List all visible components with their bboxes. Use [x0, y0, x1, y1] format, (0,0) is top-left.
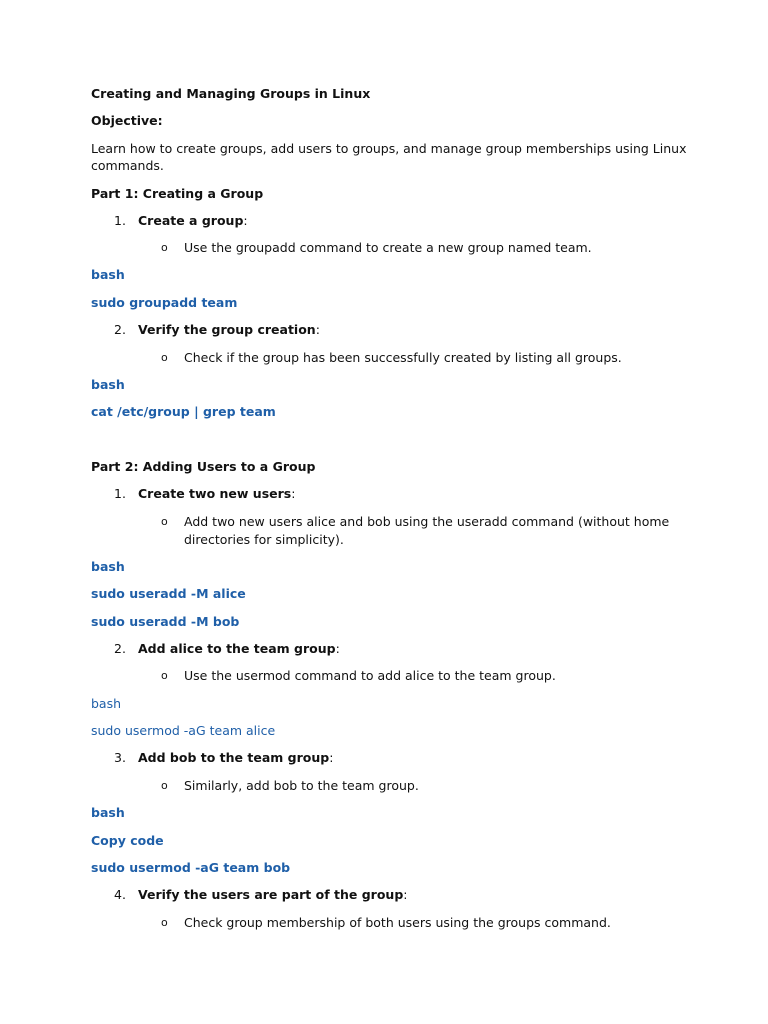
- objective-label: Objective:: [91, 113, 163, 128]
- part1-step2-colon: :: [315, 322, 320, 337]
- part1-step1-number: 1.: [114, 213, 126, 228]
- part2-step2-colon: :: [335, 641, 340, 656]
- part1-step1-colon: :: [243, 213, 248, 228]
- part2-step1-code2: sudo useradd -M bob: [91, 614, 240, 629]
- bullet-icon: o: [161, 916, 168, 929]
- part2-step1-number: 1.: [114, 486, 126, 501]
- part2-heading: Part 2: Adding Users to a Group: [91, 459, 316, 474]
- part1-step2-lang: bash: [91, 377, 125, 392]
- part2-step1-title: Create two new users: [138, 486, 292, 501]
- part2-step4-number: 4.: [114, 887, 126, 902]
- objective-text-line1: Learn how to create groups, add users to groups, and manage group memberships using Linux: [91, 141, 687, 156]
- part2-step4-title-line: [138, 886, 407, 904]
- part1-step1-title: Create a group: [138, 213, 244, 228]
- part2-step1-text-line1: Add two new users alice and bob using the useradd command (without home: [184, 514, 670, 529]
- part2-step1-text-line2: directories for simplicity).: [184, 532, 344, 547]
- objective-text-line2: commands.: [91, 158, 164, 173]
- part1-step2-title: Verify the group creation: [138, 322, 316, 337]
- part1-step1-title-line: [138, 212, 248, 230]
- part2-step2-title: Add alice to the team group: [138, 641, 336, 656]
- part2-step3-colon: :: [329, 750, 334, 765]
- part2-step1-title-line: [138, 485, 295, 503]
- part2-step2-lang: bash: [91, 696, 122, 711]
- part1-step1-text: Use the groupadd command to create a new group named team.: [184, 240, 592, 255]
- bullet-icon: o: [161, 515, 168, 528]
- bullet-icon: o: [161, 351, 168, 364]
- part2-step1-colon: :: [291, 486, 296, 501]
- part2-step2-code: sudo usermod -aG team alice: [91, 723, 276, 738]
- part2-step4-text: Check group membership of both users using the groups command.: [184, 915, 611, 930]
- part1-step2-title-line: [138, 321, 320, 339]
- part2-step2-number: 2.: [114, 641, 126, 656]
- part2-step4-title: Verify the users are part of the group: [138, 887, 404, 902]
- part2-step2-title-line: [138, 640, 340, 658]
- part1-step1-lang: bash: [91, 267, 125, 282]
- part2-step3-title: Add bob to the team group: [138, 750, 330, 765]
- part2-step3-title-line: [138, 749, 333, 767]
- part1-step1-code: sudo groupadd team: [91, 295, 238, 310]
- part2-step4-colon: :: [403, 887, 408, 902]
- part1-step2-number: 2.: [114, 322, 126, 337]
- part2-step3-text: Similarly, add bob to the team group.: [184, 778, 419, 793]
- part2-step3-code: sudo usermod -aG team bob: [91, 860, 291, 875]
- part2-step2-text: Use the usermod command to add alice to the team group.: [184, 668, 556, 683]
- part1-step2-code: cat /etc/group | grep team: [91, 404, 276, 419]
- document-title: Creating and Managing Groups in Linux: [91, 86, 371, 101]
- part2-step3-number: 3.: [114, 750, 126, 765]
- bullet-icon: o: [161, 779, 168, 792]
- copy-code-button[interactable]: Copy code: [91, 833, 164, 848]
- bullet-icon: o: [161, 669, 168, 682]
- part1-step2-text: Check if the group has been successfully created by listing all groups.: [184, 350, 622, 365]
- part2-step3-lang: bash: [91, 805, 125, 820]
- part2-step1-lang: bash: [91, 559, 125, 574]
- part2-step1-code1: sudo useradd -M alice: [91, 586, 246, 601]
- bullet-icon: o: [161, 241, 168, 254]
- part1-heading: Part 1: Creating a Group: [91, 186, 264, 201]
